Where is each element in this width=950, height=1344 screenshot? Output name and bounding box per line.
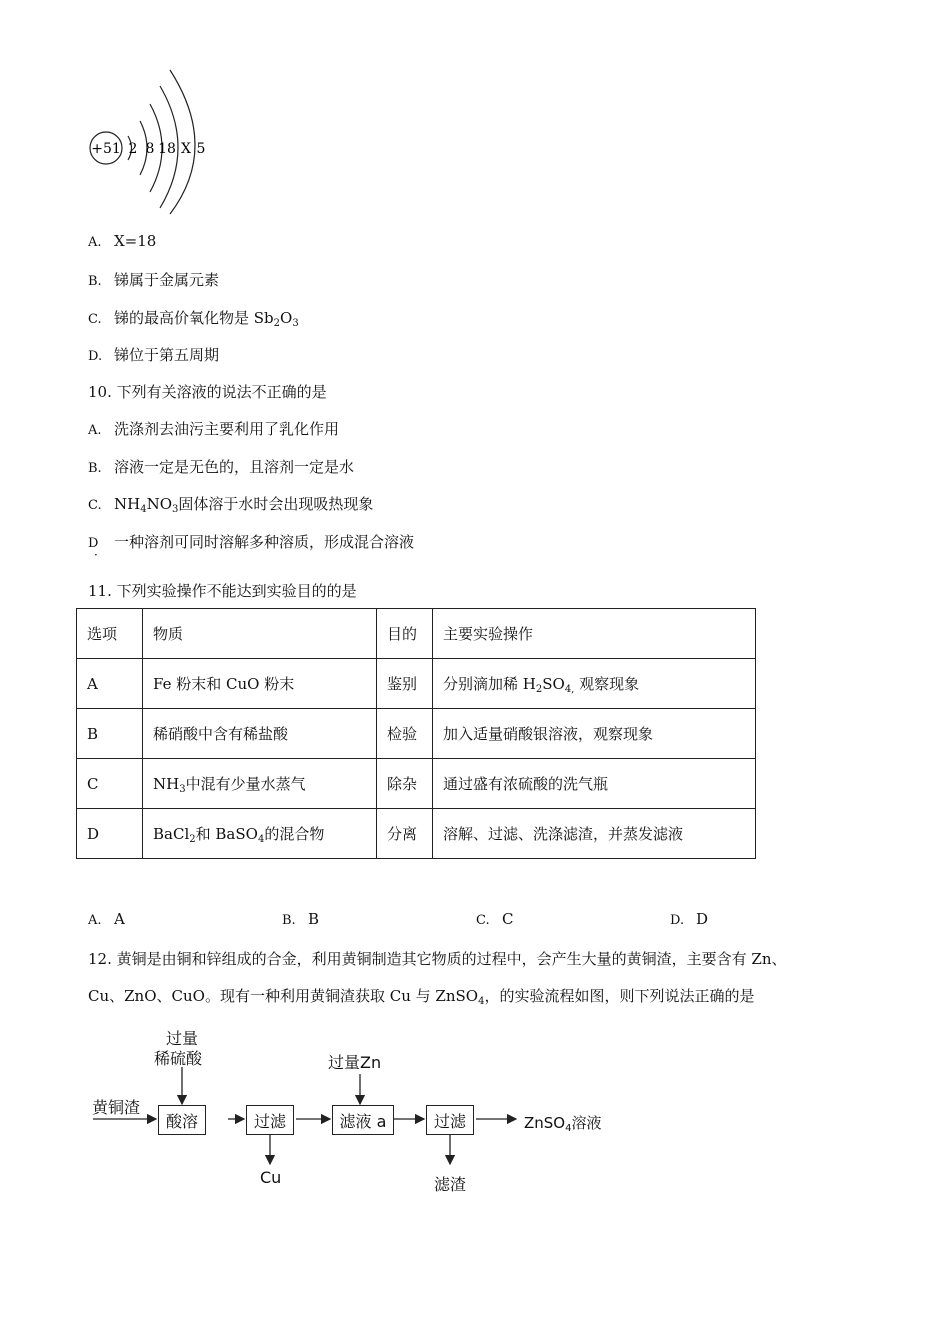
- q11-answer-a: A. A: [88, 910, 125, 928]
- table-row: D BaCl$_2$和 BaSO$_4$的混合物 分离 溶解、过滤、洗涤滤渣，并蒸发滤液: [77, 809, 756, 859]
- table-row: A Fe 粉末和 CuO 粉末 鉴别 分别滴加稀 $H_2SO_{4,}$ 观察现象: [77, 659, 756, 709]
- q12-flow-chart: [88, 1022, 628, 1202]
- stray-dot: ·: [94, 548, 98, 562]
- antimony-atom-structure-diagram: [88, 66, 228, 216]
- q11-experiment-table: [76, 608, 756, 859]
- q9-option-c: C. 锑的最高价氧化物是 $Sb_2O_3$: [88, 309, 299, 329]
- q9-option-d: D. 锑位于第五周期: [88, 346, 220, 364]
- nucleus-charge: +51: [91, 141, 121, 157]
- flow-input-acid-line2: 稀硫酸: [154, 1049, 203, 1068]
- flow-start-material: 黄铜渣: [92, 1098, 141, 1117]
- flow-box-filter-2: 过滤: [426, 1105, 474, 1135]
- q11-answer-c: C. C: [476, 910, 514, 928]
- option-letter: B.: [88, 274, 102, 289]
- shell-electrons-5: 5: [196, 141, 206, 157]
- shell-electrons-1: 2: [128, 141, 138, 157]
- flow-box-filter-1: 过滤: [246, 1105, 294, 1135]
- header-option: 选项: [77, 609, 143, 659]
- q10-question: 10. 下列有关溶液的说法不正确的是: [88, 383, 327, 401]
- table-row: B 稀硝酸中含有稀盐酸 检验 加入适量硝酸银溶液，观察现象: [77, 709, 756, 759]
- option-letter: A.: [88, 235, 102, 250]
- option-letter: D.: [88, 349, 103, 364]
- q10-option-d: D 一种溶剂可同时溶解多种溶质，形成混合溶液: [88, 533, 415, 551]
- shell-electrons-3: 18: [158, 141, 176, 157]
- header-operation: 主要实验操作: [433, 609, 756, 659]
- option-letter: C.: [88, 312, 102, 327]
- q12-question-line1: 12. 黄铜是由铜和锌组成的合金，利用黄铜制造其它物质的过程中，会产生大量的黄铜渣，主要含有 Zn、: [88, 950, 787, 968]
- q11-answer-b: B. B: [282, 910, 320, 928]
- shell-electrons-4: X: [181, 141, 191, 157]
- header-purpose: 目的: [377, 609, 433, 659]
- shell-electrons-2: 8: [145, 141, 155, 157]
- q12-question-line2: Cu、ZnO、CuO。现有一种利用黄铜渣获取 Cu 与 ZnSO$_4$，的实验流程如图，则下列说法正确的是: [88, 987, 755, 1007]
- q9-option-a: A. X=18: [88, 232, 157, 250]
- q10-option-c: C. $NH_4NO_3$固体溶于水时会出现吸热现象: [88, 495, 374, 515]
- q9-option-b: B. 锑属于金属元素: [88, 271, 220, 289]
- flow-input-acid-line1: 过量: [166, 1029, 199, 1048]
- flow-product-cu: Cu: [260, 1168, 282, 1187]
- table-header-row: [77, 609, 756, 659]
- flow-input-zinc: 过量Zn: [328, 1053, 382, 1072]
- flow-box-filtrate-a: 滤液 a: [332, 1105, 394, 1135]
- q10-option-a: A. 洗涤剂去油污主要利用了乳化作用: [88, 420, 340, 438]
- q11-answer-d: D. D: [670, 910, 709, 928]
- q10-option-b: B. 溶液一定是无色的，且溶剂一定是水: [88, 458, 355, 476]
- flow-product-residue: 滤渣: [434, 1175, 467, 1194]
- table-row: C $NH_3$中混有少量水蒸气 除杂 通过盛有浓硫酸的洗气瓶: [77, 759, 756, 809]
- flow-output-znso4: ZnSO$_4$溶液: [524, 1114, 602, 1134]
- q11-question: 11. 下列实验操作不能达到实验目的的是: [88, 582, 357, 600]
- flow-box-acid-dissolve: 酸溶: [158, 1105, 206, 1135]
- header-substance: 物质: [143, 609, 377, 659]
